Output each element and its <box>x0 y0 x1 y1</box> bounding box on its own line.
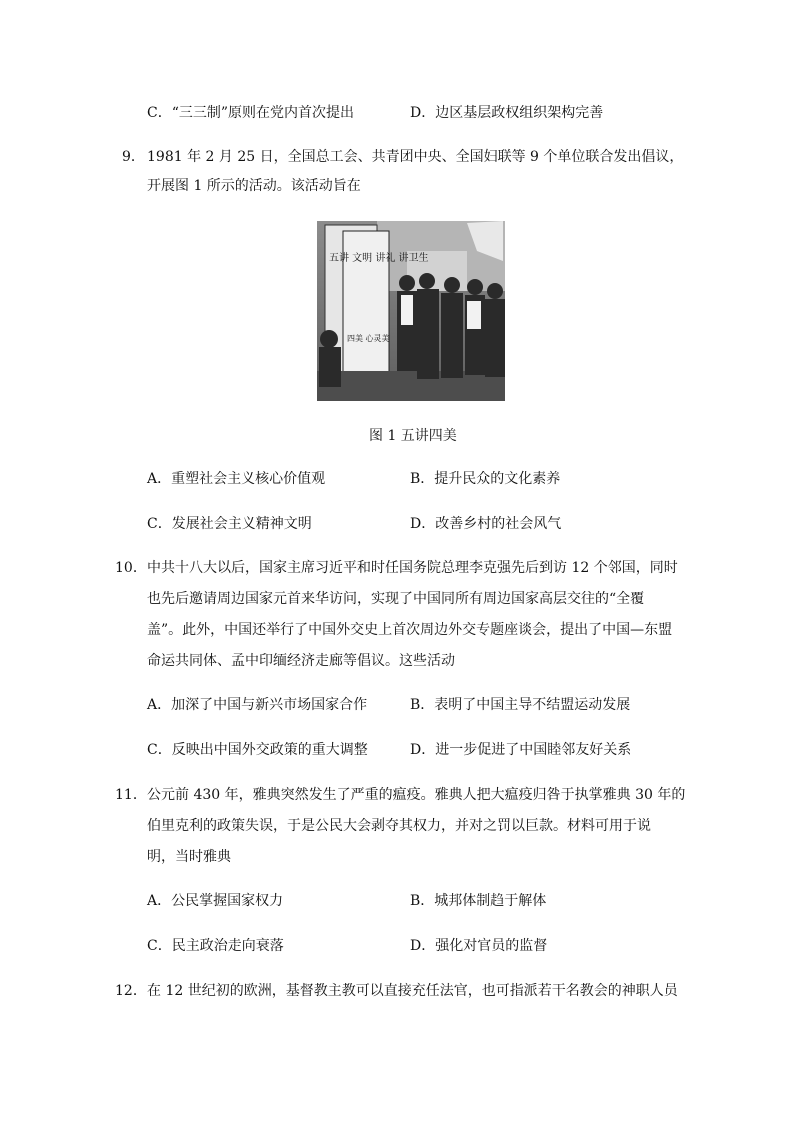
q12-stem-line-1: 在 12 世纪初的欧洲，基督教主教可以直接充任法官，也可指派若干名教会的神职人员 <box>147 983 678 999</box>
q9-option-a[interactable]: A．重塑社会主义核心价值观 <box>147 471 326 487</box>
figure-1-photo <box>317 221 505 401</box>
q9-number: 9． <box>122 149 145 165</box>
q8-option-c[interactable]: C．“三三制”原则在党内首次提出 <box>147 105 355 121</box>
q9-stem-line-2: 开展图 1 所示的活动。该活动旨在 <box>147 178 361 194</box>
q11-option-d[interactable]: D．强化对官员的监督 <box>410 938 548 954</box>
q11-option-c[interactable]: C．民主政治走向衰落 <box>147 938 284 954</box>
q10-option-a[interactable]: A．加深了中国与新兴市场国家合作 <box>147 697 368 713</box>
q10-option-d[interactable]: D．进一步促进了中国睦邻友好关系 <box>410 742 632 758</box>
q11-option-a[interactable]: A．公民掌握国家权力 <box>147 893 284 909</box>
q10-option-c[interactable]: C．反映出中国外交政策的重大调整 <box>147 742 368 758</box>
q10-stem-line-1: 中共十八大以后，国家主席习近平和时任国务院总理李克强先后到访 12 个邻国，同时 <box>147 560 678 576</box>
right-board-text: 四美 心灵美 <box>347 334 390 343</box>
q10-stem-line-4: 命运共同体、孟中印缅经济走廊等倡议。这些活动 <box>147 653 455 669</box>
q9-option-d[interactable]: D．改善乡村的社会风气 <box>410 516 562 532</box>
q12-number: 12． <box>115 983 147 999</box>
q11-stem-line-1: 公元前 430 年，雅典突然发生了严重的瘟疫。雅典人把大瘟疫归咎于执掌雅典 30 年的 <box>147 787 686 803</box>
q8-option-d[interactable]: D．边区基层政权组织架构完善 <box>410 105 604 121</box>
q11-number: 11． <box>115 787 147 803</box>
q9-option-b[interactable]: B．提升民众的文化素养 <box>410 471 561 487</box>
q11-option-b[interactable]: B．城邦体制趋于解体 <box>410 893 547 909</box>
q9-stem-line-1: 1981 年 2 月 25 日，全国总工会、共青团中央、全国妇联等 9 个单位联合发出倡议， <box>147 149 684 165</box>
q9-option-c[interactable]: C．发展社会主义精神文明 <box>147 516 312 532</box>
q10-stem-line-2: 也先后邀请周边国家元首来华访问，实现了中国同所有周边国家高层交往的“全覆 <box>147 591 645 607</box>
q11-stem-line-2: 伯里克利的政策失误，于是公民大会剥夺其权力，并对之罚以巨款。材料可用于说 <box>147 818 651 834</box>
figure-1-caption: 图 1 五讲四美 <box>369 428 457 444</box>
q11-stem-line-3: 明，当时雅典 <box>147 849 231 865</box>
q10-number: 10． <box>115 560 147 576</box>
left-board-text: 五讲 文明 讲礼 讲卫生 <box>329 253 429 264</box>
q10-option-b[interactable]: B．表明了中国主导不结盟运动发展 <box>410 697 631 713</box>
q10-stem-line-3: 盖”。此外，中国还举行了中国外交史上首次周边外交专题座谈会，提出了中国—东盟 <box>147 622 673 638</box>
